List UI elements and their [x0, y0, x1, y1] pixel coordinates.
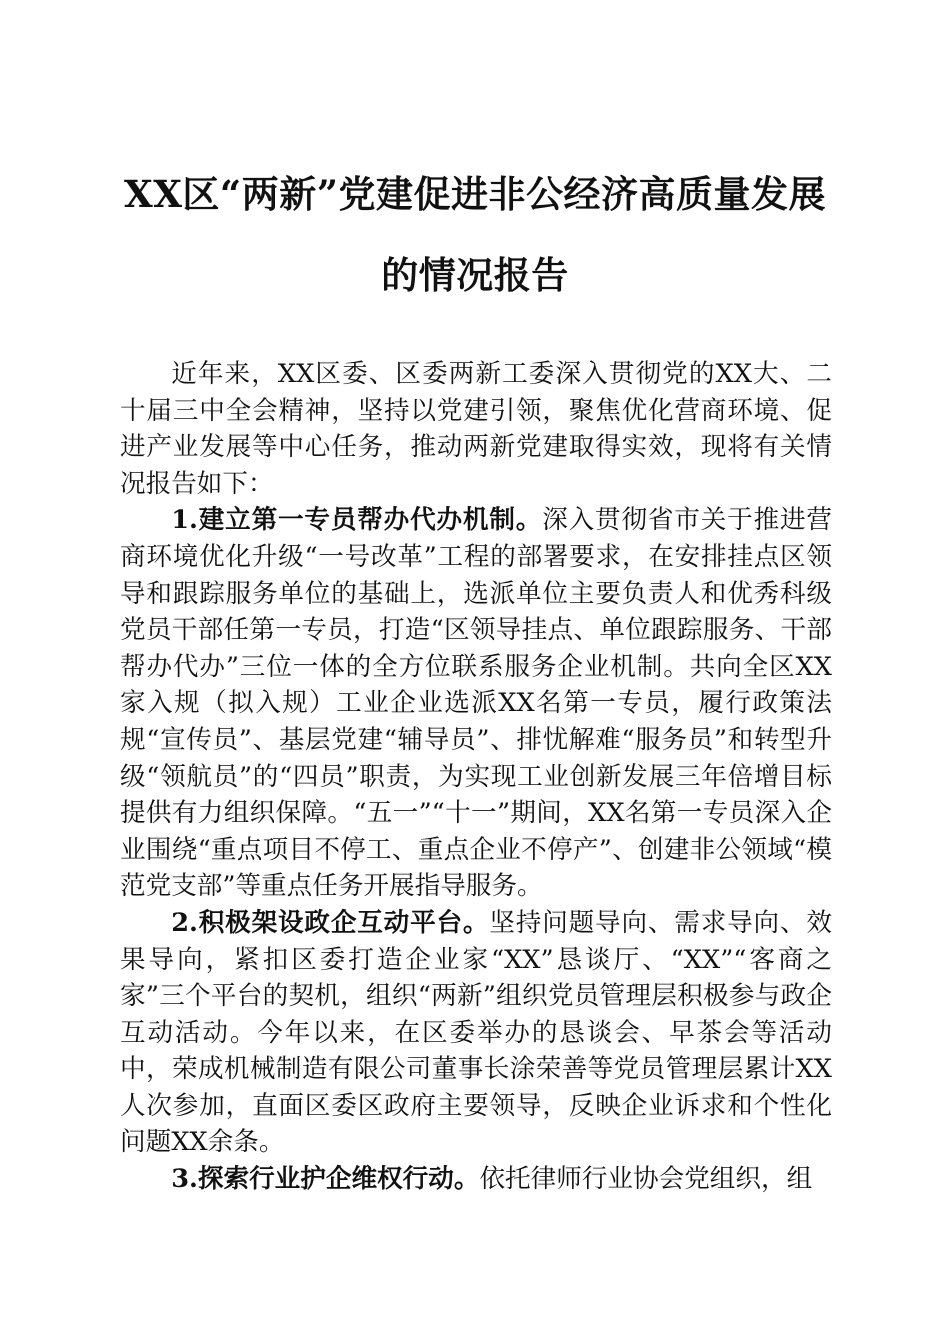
section-paragraph-1 [120, 502, 832, 905]
section-paragraph-2 [120, 905, 832, 1161]
section-text-3: 依托律师行业协会党组织，组 [479, 1164, 813, 1195]
section-text-2: 坚持问题导向、需求导向、效果导向，紧扣区委打造企业家“XX”恳谈厅、“XX”“客商之家”三个平台的契机，组织“两新”组织党员管理层积极参与政企互动活动。今年以来，在区委举办的恳谈会、早茶会等活动中，荣成机械制造有限公司董事长涂荣善等党员管理层累计XX人次参加，直面区委区政府主要领导，反映企业诉求和个性化问题XX余条。 [120, 907, 832, 1158]
section-paragraph-3 [120, 1161, 832, 1198]
title-line-1: XX区“两新”党建促进非公经济高质量发展 [124, 172, 826, 216]
section-heading-3: 3.探索行业护企维权行动。 [171, 1164, 480, 1195]
document-body [120, 356, 832, 1198]
section-heading-2: 2.积极架设政企互动平台。 [171, 907, 490, 938]
section-text-1: 深入贯彻省市关于推进营商环境优化升级“一号改革”工程的部署要求，在安排挂点区领导和跟踪服务单位的基础上，选派单位主要负责人和优秀科级党员干部任第一专员，打造“区领导挂点、单位跟踪服务、干部帮办代办”三位一体的全方位联系服务企业机制。共向全区XX家入规（拟入规）工业企业选派XX名第一专员，履行政策法规“宣传员”、基层党建“辅导员”、排忧解难“服务员”和转型升级“领航员”的“四员”职责，为实现工业创新发展三年倍增目标提供有力组织保障。“五一”“十一”期间，XX名第一专员深入企业围绕“重点项目不停工、重点企业不停产”、创建非公领域“模范党支部”等重点任务开展指导服务。 [120, 505, 832, 902]
document-title [100, 170, 850, 332]
intro-paragraph: 近年来，XX区委、区委两新工委深入贯彻党的XX大、二十届三中全会精神，坚持以党建引领，聚焦优化营商环境、促进产业发展等中心任务，推动两新党建取得实效，现将有关情况报告如下： [120, 359, 832, 499]
title-line-2: 的情况报告 [381, 253, 569, 297]
section-heading-1: 1.建立第一专员帮办代办机制。 [171, 505, 543, 536]
